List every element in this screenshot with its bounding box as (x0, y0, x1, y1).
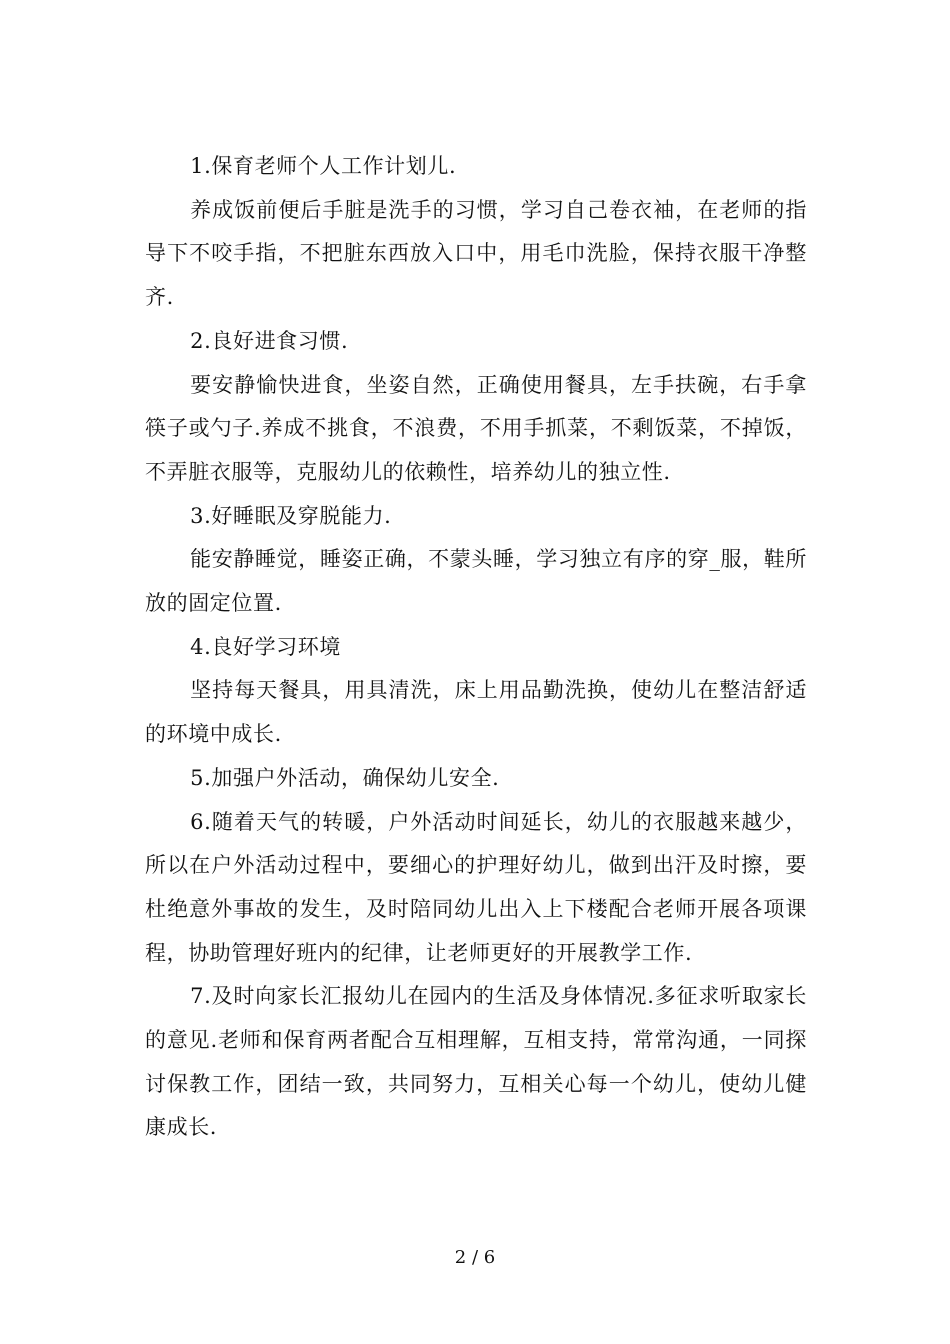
heading-1: 1.保育老师个人工作计划儿. (190, 154, 457, 178)
document-body (145, 145, 807, 1150)
heading-2: 2.良好进食习惯. (190, 328, 349, 353)
paragraph-6: 6.随着天气的转暖，户外活动时间延长，幼儿的衣服越来越少，所以在户外活动过程中，要细心的护理好幼儿，做到出汗及时擦，要杜绝意外事故的发生，及时陪同幼儿出入上下楼配合老师开展各项课程，协助管理好班内的纪律，让老师更好的开展教学工作. (145, 809, 807, 965)
heading-3: 3.好睡眠及穿脱能力. (190, 503, 392, 528)
heading-5: 5.加强户外活动，确保幼儿安全. (190, 765, 500, 790)
paragraph-2: 要安静愉快进食，坐姿自然，正确使用餐具，左手扶碗，右手拿筷子或勺子.养成不挑食，不浪费，不用手抓菜，不剩饭菜，不掉饭，不弄脏衣服等，克服幼儿的依赖性，培养幼儿的独立性. (145, 372, 807, 484)
heading-4: 4.良好学习环境 (190, 634, 341, 659)
paragraph-1: 养成饭前便后手脏是洗手的习惯，学习自己卷衣袖，在老师的指导下不咬手指，不把脏东西放入口中，用毛巾洗脸，保持衣服干净整齐. (145, 197, 807, 310)
paragraph-3: 能安静睡觉，睡姿正确，不蒙头睡，学习独立有序的穿_服，鞋所放的固定位置. (145, 547, 807, 616)
paragraph-4: 坚持每天餐具，用具清洗，床上用品勤洗换，使幼儿在整洁舒适的环境中成长. (145, 678, 807, 747)
page-number: 2 / 6 (454, 1247, 496, 1268)
paragraph-7: 7.及时向家长汇报幼儿在园内的生活及身体情况.多征求听取家长的意见.老师和保育两者配合互相理解，互相支持，常常沟通，一同探讨保教工作，团结一致，共同努力，互相关心每一个幼儿，使幼儿健康成长. (145, 984, 807, 1140)
